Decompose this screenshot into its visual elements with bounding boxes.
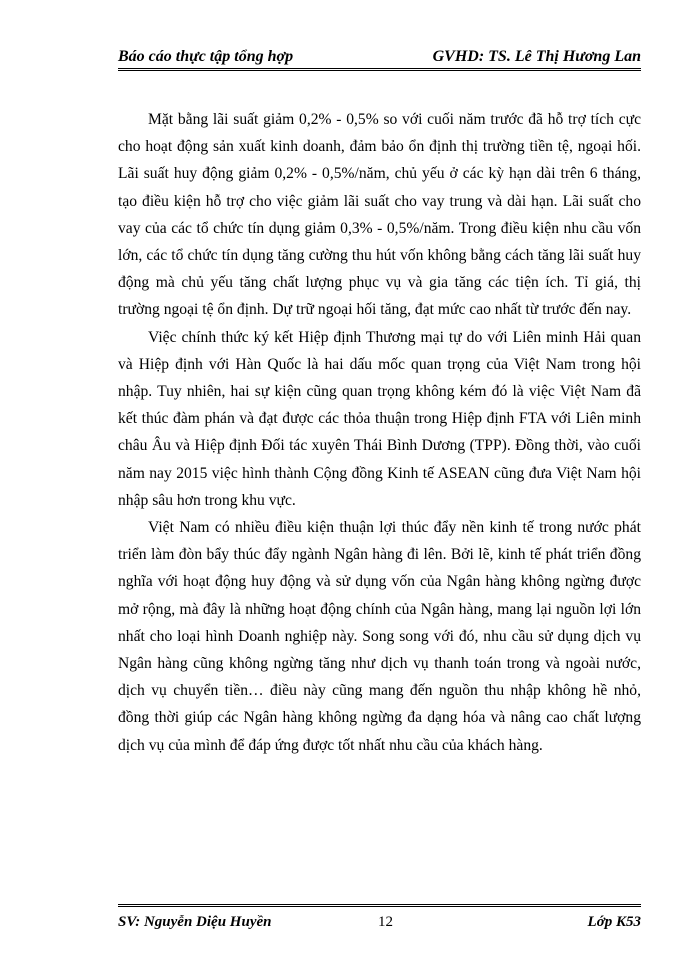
page-header [118, 38, 641, 71]
paragraph-trade-agreements: Việc chính thức ký kết Hiệp định Thương mại tự do với Liên minh Hải quan và Hiệp định với Hàn Quốc là hai dấu mốc quan trọng của Việt Nam trong hội nhập. Tuy nhiên, hai sự kiện cũng quan trọng không kém đó là việc Việt Nam đã kết thúc đàm phán và đạt được các thỏa thuận trong Hiệp định FTA với Liên minh châu Âu và Hiệp định Đối tác xuyên Thái Bình Dương (TPP). Đồng thời, vào cuối năm nay 2015 việc hình thành Cộng đồng Kinh tế ASEAN cũng đưa Việt Nam hội nhập sâu hơn trong khu vực. [118, 328, 641, 509]
student-name: SV: Nguyễn Diệu Huyền [118, 913, 272, 930]
report-title: Báo cáo thực tập tổng hợp [118, 48, 294, 65]
page-footer [118, 904, 641, 935]
class-label: Lớp K53 [587, 913, 641, 930]
paragraph-banking-outlook: Việt Nam có nhiều điều kiện thuận lợi thúc đẩy nền kinh tế trong nước phát triển làm đòn bẩy thúc đẩy ngành Ngân hàng đi lên. Bởi lẽ, kinh tế phát triển đồng nghĩa với hoạt động huy động và sử dụng vốn của Ngân hàng không ngừng được mở rộng, mà đây là những hoạt động chính của Ngân hàng, mang lại nguồn lợi lớn nhất cho loại hình Doanh nghiệp này. Song song với đó, nhu cầu sử dụng dịch vụ Ngân hàng cũng không ngừng tăng như dịch vụ thanh toán trong và ngoài nước, dịch vụ chuyển tiền… điều này cũng mang đến nguồn thu nhập không hề nhỏ, đồng thời giúp các Ngân hàng không ngừng đa dạng hóa và nâng cao chất lượng dịch vụ của mình để đáp ứng được tốt nhất nhu cầu của khách hàng. [118, 519, 641, 754]
supervisor-label: GVHD: TS. Lê Thị Hương Lan [432, 48, 641, 65]
paragraph-interest-rates: Mặt bằng lãi suất giảm 0,2% - 0,5% so với cuối năm trước đã hỗ trợ tích cực cho hoạt động sản xuất kinh doanh, đảm bảo ổn định thị trường tiền tệ, ngoại hối. Lãi suất huy động giảm 0,2% - 0,5%/năm, chủ yếu ở các kỳ hạn dài trên 6 tháng, tạo điều kiện hỗ trợ cho việc giảm lãi suất cho vay trung và dài hạn. Lãi suất cho vay của các tổ chức tín dụng giảm 0,3% - 0,5%/năm. Trong điều kiện nhu cầu vốn lớn, các tổ chức tín dụng tăng cường thu hút vốn không bằng cách tăng lãi suất huy động mà chủ yếu tăng chất lượng phục vụ và gia tăng các tiện ích. Tỉ giá, thị trường ngoại tệ ổn định. Dự trữ ngoại hối tăng, đạt mức cao nhất từ trước đến nay. [118, 111, 641, 319]
body-text [118, 106, 641, 759]
page-number: 12 [378, 913, 393, 930]
